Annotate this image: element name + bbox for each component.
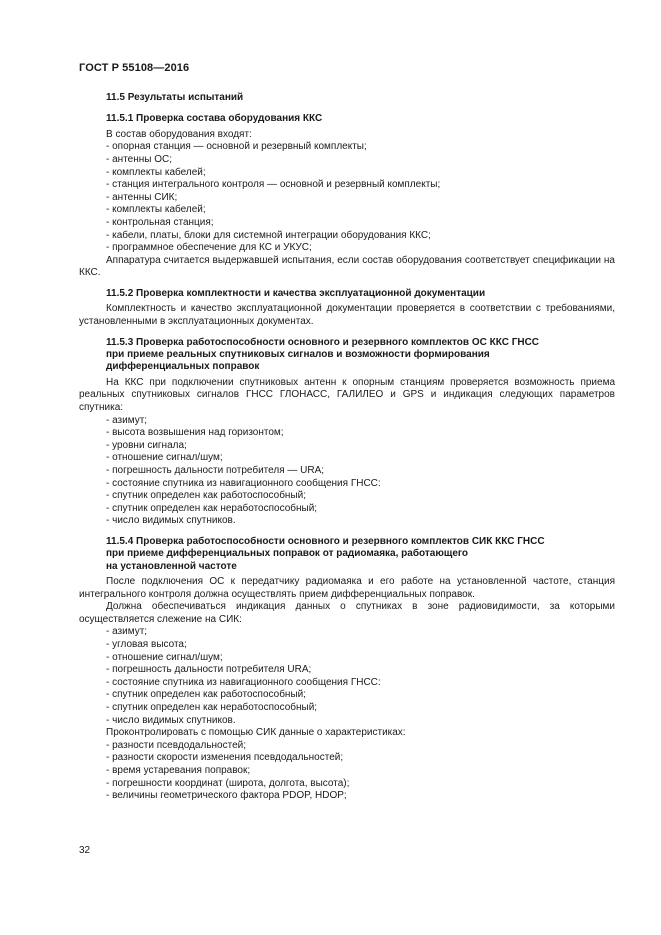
- document-header: ГОСТ Р 55108—2016: [79, 62, 190, 74]
- subsection-11-5-4: [79, 536, 615, 803]
- page-content: [79, 92, 615, 811]
- list-item: - азимут;: [106, 626, 148, 638]
- list-item: - комплекты кабелей;: [106, 204, 206, 216]
- subsection-title-line: 11.5.4 Проверка работоспособности основного и резервного комплектов СИК ККС ГНСС: [106, 535, 545, 547]
- page-number: 32: [79, 845, 91, 856]
- list-item: - разности псевдодальностей;: [106, 739, 247, 751]
- paragraph: Проконтролировать с помощью СИК данные о характеристиках:: [106, 727, 406, 739]
- list-item: - разности скорости изменения псевдодальностей;: [106, 752, 344, 764]
- list-item: - спутник определен как неработоспособный;: [106, 502, 318, 514]
- list-item: - отношение сигнал/шум;: [106, 651, 223, 663]
- section-title: 11.5 Результаты испытаний: [106, 92, 244, 103]
- subsection-title: 11.5.2 Проверка комплектности и качества эксплуатационной документации: [106, 287, 486, 299]
- list-item: - опорная станция — основной и резервный комплекты;: [106, 141, 367, 153]
- list-item: - спутник определен как работоспособный;: [106, 490, 306, 502]
- list-item: - контрольная станция;: [106, 216, 214, 228]
- list-item: - погрешности координат (широта, долгота, высота);: [106, 777, 350, 789]
- subsection-title-line: при приеме реальных спутниковых сигналов и возможности формирования: [106, 348, 490, 360]
- list-item: - антенны ОС;: [106, 154, 173, 165]
- paragraph: Комплектность и качество эксплуатационной документации проверяется в соответствии с требованиями, установленными в эксплуатационных документах.: [79, 303, 615, 327]
- list-item: - время устаревания поправок;: [106, 765, 251, 776]
- list-item: - кабели, платы, блоки для системной интеграции оборудования ККС;: [106, 229, 431, 241]
- subsection-title-line: при приеме дифференциальных поправок от радиомаяка, работающего: [106, 548, 469, 560]
- list-item: - состояние спутника из навигационного сообщения ГНСС:: [106, 477, 381, 489]
- list-item: - азимут;: [106, 414, 148, 426]
- subsection-title-line: дифференциальных поправок: [106, 361, 260, 373]
- paragraph: Должна обеспечиваться индикация данных о спутниках в зоне радиовидимости, за которыми осуществляется слежение на СИК:: [79, 601, 615, 625]
- subsection-11-5-2: [79, 288, 615, 329]
- list-item: - состояние спутника из навигационного сообщения ГНСС:: [106, 676, 381, 688]
- list-item: - уровни сигнала;: [106, 439, 187, 451]
- subsection-title: 11.5.1 Проверка состава оборудования ККС: [106, 113, 323, 125]
- list-item: - погрешность дальности потребителя URA;: [106, 664, 312, 676]
- list-item: - спутник определен как неработоспособный;: [106, 702, 318, 714]
- list-item: - программное обеспечение для КС и УКУС;: [106, 242, 312, 254]
- list-item: - число видимых спутников.: [106, 714, 236, 726]
- list-item: - число видимых спутников.: [106, 515, 236, 527]
- list-item: - антенны СИК;: [106, 191, 178, 203]
- paragraph: После подключения ОС к передатчику радиомаяка и его работе на установленной частоте, станция интегрального контроля должна осуществлять прием дифференциальных поправок.: [79, 576, 615, 600]
- list-item: - комплекты кабелей;: [106, 166, 206, 178]
- subsection-title-line: на установленной частоте: [106, 560, 237, 572]
- list-item: - станция интегрального контроля — основной и резервный комплекты;: [106, 179, 441, 191]
- list-item: - величины геометрического фактора PDOP, HDOP;: [106, 790, 347, 802]
- list-item: - высота возвышения над горизонтом;: [106, 427, 284, 439]
- list-item: - погрешность дальности потребителя — URA;: [106, 464, 325, 476]
- paragraph: На ККС при подключении спутниковых антенн к опорным станциям проверяется возможность приема реальных спутниковых сигналов ГНСС ГЛОНАСС, ГАЛИЛЕО и GPS и индикация следующих параметров спутника:: [79, 376, 615, 413]
- list-item: - отношение сигнал/шум;: [106, 452, 223, 464]
- subsection-11-5-1: [79, 113, 615, 280]
- paragraph: В состав оборудования входят:: [106, 128, 252, 140]
- list-item: - спутник определен как работоспособный;: [106, 689, 306, 701]
- subsection-11-5-3: [79, 337, 615, 528]
- paragraph: Аппаратура считается выдержавшей испытания, если состав оборудования соответствует спецификации на ККС.: [79, 254, 615, 279]
- list-item: - угловая высота;: [106, 639, 187, 651]
- subsection-title-line: 11.5.3 Проверка работоспособности основного и резервного комплектов ОС ККС ГНСС: [106, 336, 540, 348]
